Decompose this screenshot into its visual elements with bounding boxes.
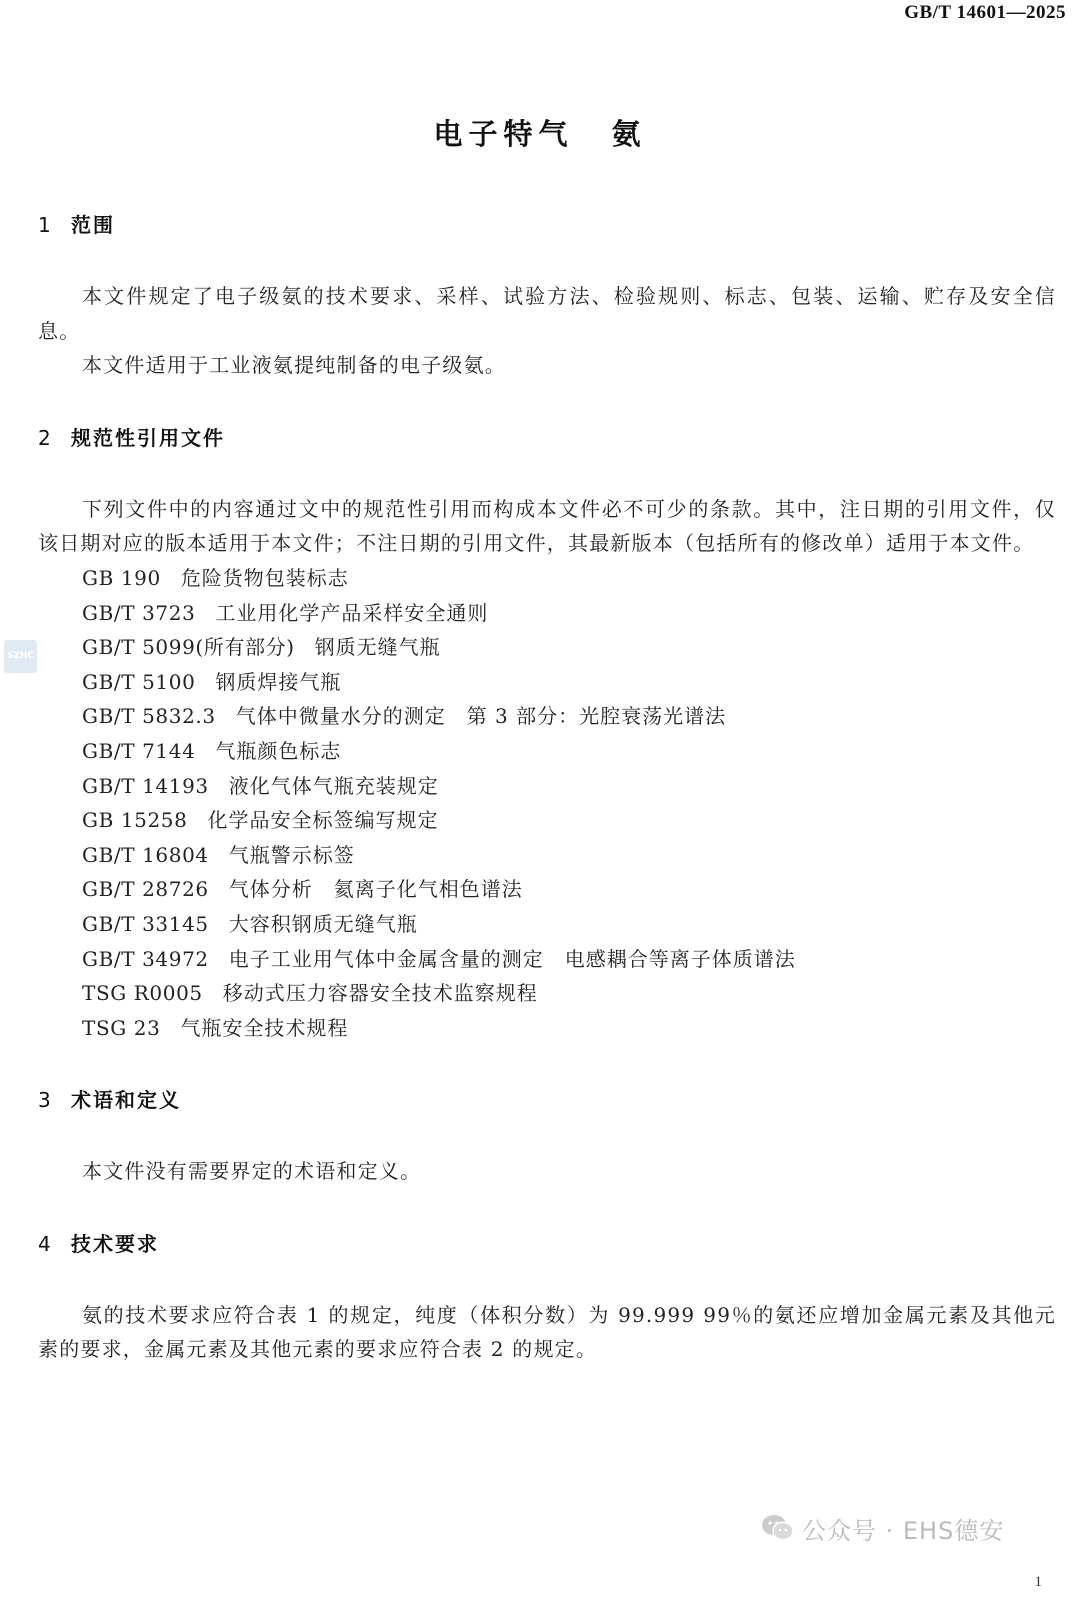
section-number: 4 <box>38 1231 53 1256</box>
paragraph: 本文件规定了电子级氨的技术要求、采样、试验方法、检验规则、标志、包装、运输、贮存及安全信息。 <box>38 284 1056 343</box>
reference-title: 液化气体气瓶充装规定 <box>228 773 439 798</box>
reference-title: 大容积钢质无缝气瓶 <box>228 911 418 936</box>
reference-item <box>82 1011 1056 1046</box>
wechat-icon <box>760 1513 796 1543</box>
reference-title: 钢质焊接气瓶 <box>215 669 342 694</box>
reference-item <box>82 665 1056 700</box>
reference-item <box>82 942 1056 977</box>
section-title: 范围 <box>71 213 115 237</box>
standard-code: GB/T 14601—2025 <box>904 2 1066 23</box>
document-body <box>38 210 1056 1367</box>
section-title: 规范性引用文件 <box>71 425 225 450</box>
reference-title: 工业用化学产品采样安全通则 <box>215 600 489 625</box>
reference-title: 钢质无缝气瓶 <box>314 635 441 660</box>
section-heading <box>38 1229 1056 1259</box>
section-scope <box>38 210 1056 383</box>
reference-item <box>82 596 1056 631</box>
reference-item <box>82 976 1056 1011</box>
reference-code: GB 190 <box>82 565 161 590</box>
section-heading <box>38 210 1056 240</box>
reference-item <box>82 561 1056 596</box>
reference-code: GB/T 7144 <box>82 738 196 763</box>
section-number: 2 <box>38 425 53 450</box>
reference-code: GB/T 34972 <box>82 946 209 971</box>
paragraph: 下列文件中的内容通过文中的规范性引用而构成本文件必不可少的条款。其中，注日期的引用文件，仅该日期对应的版本适用于本文件；不注日期的引用文件，其最新版本（包括所有的修改单）适用于本文件。 <box>38 496 1056 556</box>
reference-item <box>82 734 1056 769</box>
reference-title: 气体中微量水分的测定 第 3 部分：光腔衰荡光谱法 <box>235 704 727 729</box>
section-normative-references <box>38 423 1056 1046</box>
reference-item <box>82 699 1056 734</box>
section-number: 3 <box>38 1088 53 1113</box>
section-heading <box>38 1085 1056 1115</box>
reference-title: 气瓶安全技术规程 <box>180 1015 349 1040</box>
reference-code: TSG R0005 <box>82 981 203 1006</box>
section-terms <box>38 1085 1056 1189</box>
reference-code: GB/T 33145 <box>82 911 209 936</box>
watermark <box>760 1508 1004 1548</box>
reference-title: 气体分析 氦离子化气相色谱法 <box>228 877 523 902</box>
reference-title: 危险货物包装标志 <box>180 565 349 590</box>
reference-title: 气瓶警示标签 <box>228 842 355 867</box>
reference-code: GB 15258 <box>82 808 188 833</box>
reference-item <box>82 907 1056 942</box>
reference-item <box>82 630 1056 665</box>
document-title: 电子特气 氨 <box>433 117 647 151</box>
reference-code: GB/T 5099(所有部分) <box>82 635 295 660</box>
reference-code: GB/T 5832.3 <box>82 704 216 729</box>
reference-code: GB/T 5100 <box>82 669 196 694</box>
reference-code: TSG 23 <box>82 1015 161 1040</box>
paragraph: 氨的技术要求应符合表 1 的规定，纯度（体积分数）为 99.999 99％的氨还应增加金属元素及其他元素的要求，金属元素及其他元素的要求应符合表 2 的规定。 <box>38 1302 1056 1362</box>
reference-list <box>38 561 1056 1045</box>
reference-item <box>82 838 1056 873</box>
reference-code: GB/T 28726 <box>82 877 209 902</box>
section-title: 技术要求 <box>71 1231 159 1256</box>
section-heading <box>38 423 1056 453</box>
reference-item <box>82 872 1056 907</box>
reference-code: GB/T 3723 <box>82 600 196 625</box>
edge-logo-mark: SZHC <box>4 640 37 673</box>
reference-title: 气瓶颜色标志 <box>215 738 342 763</box>
section-technical-requirements <box>38 1229 1056 1367</box>
section-title: 术语和定义 <box>71 1088 181 1113</box>
reference-code: GB/T 16804 <box>82 842 209 867</box>
paragraph: 本文件没有需要界定的术语和定义。 <box>82 1159 422 1184</box>
page-number: 1 <box>1034 1574 1042 1590</box>
reference-title: 化学品安全标签编写规定 <box>207 808 439 833</box>
reference-item <box>82 769 1056 804</box>
reference-title: 移动式压力容器安全技术监察规程 <box>222 981 538 1006</box>
watermark-text: 公众号 · EHS德安 <box>802 1516 1005 1545</box>
reference-item <box>82 803 1056 838</box>
paragraph: 本文件适用于工业液氨提纯制备的电子级氨。 <box>82 353 506 378</box>
reference-title: 电子工业用气体中金属含量的测定 电感耦合等离子体质谱法 <box>228 946 796 971</box>
reference-code: GB/T 14193 <box>82 773 209 798</box>
section-number: 1 <box>38 213 53 237</box>
